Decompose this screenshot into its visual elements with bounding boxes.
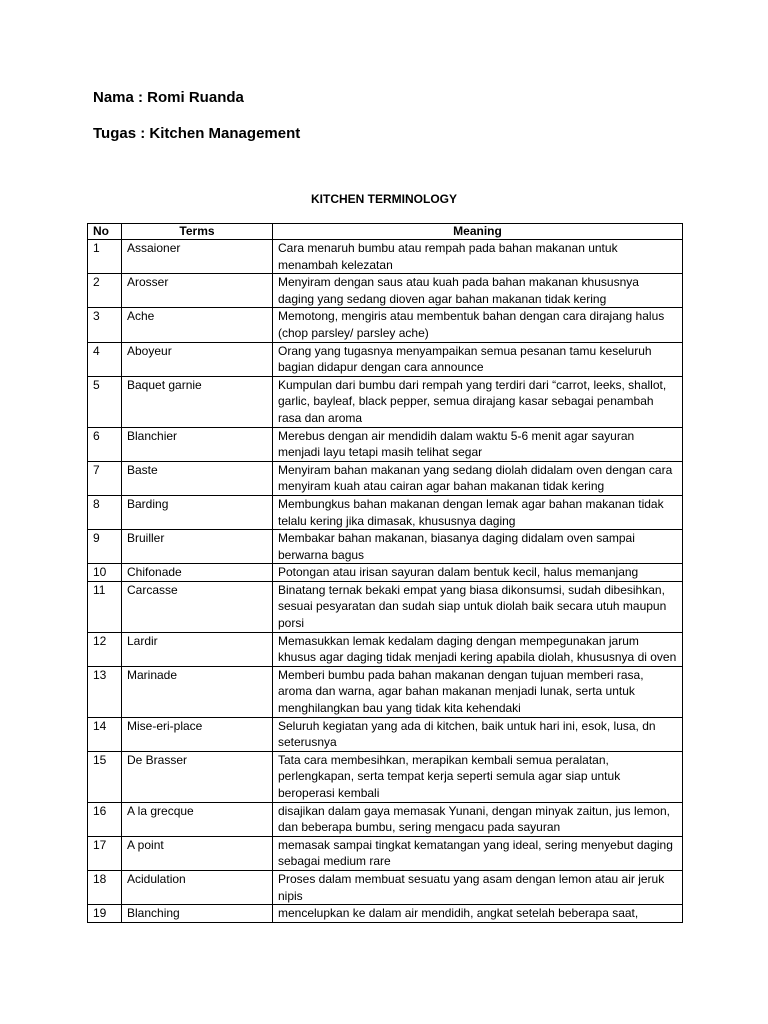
term-cell: Marinade (122, 666, 273, 717)
meaning-cell: Potongan atau irisan sayuran dalam bentuk kecil, halus memanjang (273, 564, 683, 582)
meaning-cell: Memotong, mengiris atau membentuk bahan dengan cara dirajang halus (chop parsley/ parsley ache) (273, 308, 683, 342)
meaning-cell: memasak sampai tingkat kematangan yang ideal, sering menyebut daging sebagai medium rare (273, 836, 683, 870)
term-cell: Ache (122, 308, 273, 342)
term-cell: Bruiller (122, 530, 273, 564)
row-number: 3 (88, 308, 122, 342)
table-row (88, 240, 683, 274)
table-row (88, 632, 683, 666)
term-cell: De Brasser (122, 751, 273, 802)
meaning-cell: Memberi bumbu pada bahan makanan dengan tujuan memberi rasa, aroma dan warna, agar bahan makanan menjadi lunak, serta untuk menghilangkan bau yang tidak kita kehendaki (273, 666, 683, 717)
row-number: 7 (88, 461, 122, 495)
table-row (88, 564, 683, 582)
term-cell: Lardir (122, 632, 273, 666)
row-number: 16 (88, 802, 122, 836)
meaning-cell: Memasukkan lemak kedalam daging dengan mempegunakan jarum khusus agar daging tidak menjadi kering apabila diolah, khususnya di oven (273, 632, 683, 666)
student-name: Nama : Romi Ruanda (93, 89, 244, 106)
row-number: 15 (88, 751, 122, 802)
table-row (88, 802, 683, 836)
row-number: 8 (88, 495, 122, 529)
term-cell: Chifonade (122, 564, 273, 582)
table-row (88, 905, 683, 923)
table-row (88, 666, 683, 717)
term-cell: Arosser (122, 274, 273, 308)
table-row (88, 342, 683, 376)
term-cell: Barding (122, 495, 273, 529)
term-cell: Mise-eri-place (122, 717, 273, 751)
meaning-cell: mencelupkan ke dalam air mendidih, angkat setelah beberapa saat, (273, 905, 683, 923)
term-cell: Carcasse (122, 581, 273, 632)
row-number: 14 (88, 717, 122, 751)
table-row (88, 836, 683, 870)
table-row (88, 870, 683, 904)
table-row (88, 308, 683, 342)
column-header-terms: Terms (122, 224, 273, 240)
row-number: 10 (88, 564, 122, 582)
row-number: 19 (88, 905, 122, 923)
row-number: 17 (88, 836, 122, 870)
term-cell: Baste (122, 461, 273, 495)
table-row (88, 581, 683, 632)
terminology-table (87, 223, 683, 923)
meaning-cell: Binatang ternak bekaki empat yang biasa dikonsumsi, sudah dibesihkan, sesuai pesyaratan dan sudah siap untuk diolah baik secara utuh maupun porsi (273, 581, 683, 632)
meaning-cell: disajikan dalam gaya memasak Yunani, dengan minyak zaitun, jus lemon, dan beberapa bumbu, sering mengacu pada sayuran (273, 802, 683, 836)
row-number: 12 (88, 632, 122, 666)
meaning-cell: Proses dalam membuat sesuatu yang asam dengan lemon atau air jeruk nipis (273, 870, 683, 904)
row-number: 18 (88, 870, 122, 904)
meaning-cell: Kumpulan dari bumbu dari rempah yang terdiri dari “carrot, leeks, shallot, garlic, bayleaf, black pepper, semua dirajang kasar sebagai penambah rasa dan aroma (273, 376, 683, 427)
row-number: 6 (88, 427, 122, 461)
meaning-cell: Orang yang tugasnya menyampaikan semua pesanan tamu keseluruh bagian didapur dengan cara announce (273, 342, 683, 376)
term-cell: A la grecque (122, 802, 273, 836)
row-number: 11 (88, 581, 122, 632)
table-row (88, 376, 683, 427)
meaning-cell: Merebus dengan air mendidih dalam waktu 5-6 menit agar sayuran menjadi layu tetapi masih telihat segar (273, 427, 683, 461)
meaning-cell: Membakar bahan makanan, biasanya daging didalam oven sampai berwarna bagus (273, 530, 683, 564)
term-cell: Blanching (122, 905, 273, 923)
row-number: 4 (88, 342, 122, 376)
table-row (88, 427, 683, 461)
table-body (88, 240, 683, 923)
term-cell: Aboyeur (122, 342, 273, 376)
document-title: KITCHEN TERMINOLOGY (311, 192, 457, 206)
table-row (88, 274, 683, 308)
meaning-cell: Tata cara membesihkan, merapikan kembali semua peralatan, perlengkapan, serta tempat kerja seperti semula agar siap untuk beroperasi kembali (273, 751, 683, 802)
row-number: 9 (88, 530, 122, 564)
assignment-title: Tugas : Kitchen Management (93, 125, 301, 142)
table-row (88, 751, 683, 802)
term-cell: Assaioner (122, 240, 273, 274)
row-number: 13 (88, 666, 122, 717)
meaning-cell: Cara menaruh bumbu atau rempah pada bahan makanan untuk menambah kelezatan (273, 240, 683, 274)
term-cell: Baquet garnie (122, 376, 273, 427)
term-cell: A point (122, 836, 273, 870)
term-cell: Blanchier (122, 427, 273, 461)
meaning-cell: Menyiram dengan saus atau kuah pada bahan makanan khususnya daging yang sedang dioven agar bahan makanan tidak kering (273, 274, 683, 308)
table-row (88, 530, 683, 564)
meaning-cell: Seluruh kegiatan yang ada di kitchen, baik untuk hari ini, esok, lusa, dn seterusnya (273, 717, 683, 751)
row-number: 2 (88, 274, 122, 308)
table-row (88, 461, 683, 495)
column-header-no: No (88, 224, 122, 240)
row-number: 1 (88, 240, 122, 274)
column-header-meaning: Meaning (273, 224, 683, 240)
meaning-cell: Menyiram bahan makanan yang sedang diolah didalam oven dengan cara menyiram kuah atau cairan agar bahan makanan tidak kering (273, 461, 683, 495)
table-row (88, 495, 683, 529)
row-number: 5 (88, 376, 122, 427)
term-cell: Acidulation (122, 870, 273, 904)
table-header-row (88, 224, 683, 240)
table-row (88, 717, 683, 751)
meaning-cell: Membungkus bahan makanan dengan lemak agar bahan makanan tidak telalu kering jika dimasak, khususnya daging (273, 495, 683, 529)
